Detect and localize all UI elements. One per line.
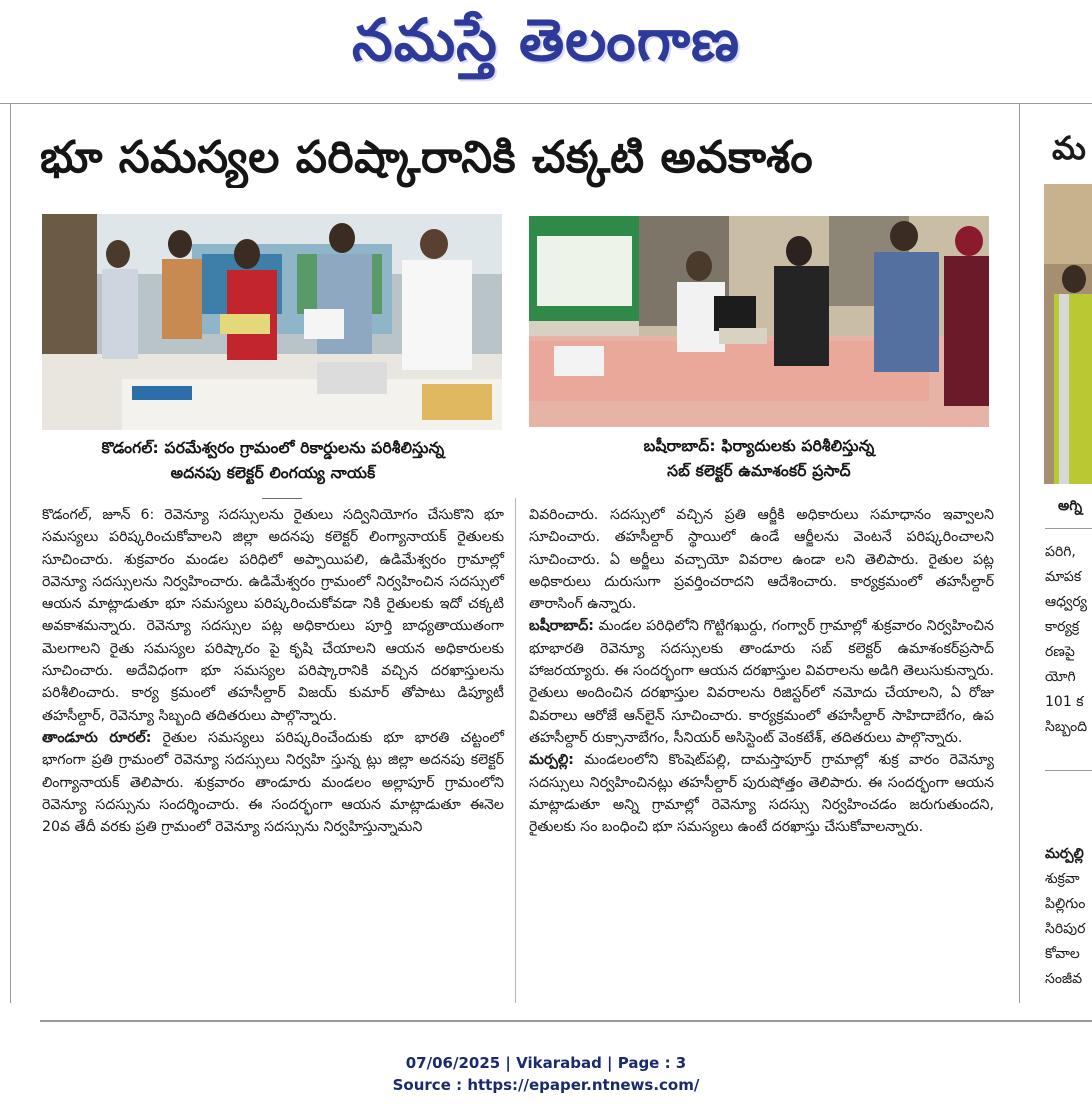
middle-column-rule: [515, 498, 516, 1003]
right-article-body-fragment: [1045, 540, 1092, 740]
marpalli-dateline: మర్పల్లి:: [529, 752, 574, 769]
right-fragment-line: సంజీవ: [1045, 971, 1083, 987]
kodangal-paragraph: కొడంగల్, జూన్ 6: రెవెన్యూ సదస్సులను రైతులు సద్వినియోగం చేసుకొని భూ సమస్యలు పరిష్కరించుకోవాలని జిల్లా అదనపు కలెక్టర్ లింగ్యానాయక్ రైతులకు సూచించారు. శుక్రవారం మండల పరిధిలో అప్పాయిపలి, ఉడిమేశ్వరం గ్రామాల్లో రెవెన్యూ సదస్సులను నిర్వహించారు. ఉడిమేశ్వరం గ్రామంలో నిర్వహించిన సదస్సులో ఆయన మాట్లాడుతూ భూ సమస్యలు పరిష్కరించుకోవడా నికి రైతులకు ఇదో చక్కటి అవకాశమన్నారు. రెవెన్యూ సదస్సుల పట్ల అధికారులు పూర్తి బాధ్యతాయుతంగా మెలగాలని రైతు సమస్యల పరిష్కారం పై కృషి చేయాలని ఆయన అధికారులకు సూచించారు. అదేవిధంగా భూ సమస్యల పరిష్కారానికి వచ్చిన దరఖాస్తులను పరిశీలించారు. కార్య క్రమంలో తహసీల్దార్ విజయ్ కుమార్ తోపాటు డిప్యూటీ తహసీల్దార్, రెవెన్యూ సిబ్బంది తదితరులు పాల్గొన్నారు.: [42, 507, 504, 724]
left-column-rule: [10, 103, 11, 1003]
right-strip-divider: [1045, 528, 1092, 529]
footer-edition-info: 07/06/2025 | Vikarabad | Page : 3: [405, 1054, 687, 1072]
photo-kodangal-revenue-meeting: [42, 214, 502, 430]
right-fragment-line: రణపై: [1045, 644, 1075, 660]
tandur-paragraph: [42, 727, 504, 838]
right-fragment-line: మాపక: [1045, 569, 1082, 585]
tandur-text: రైతుల సమస్యలు పరిష్కరించేందుకు భూ భారతి చట్టంలో భాగంగా ప్రతి గ్రామంలో రెవెన్యూ సదస్సులు నిర్వహి స్తున్న ట్లు జిల్లా అదనపు కలెక్టర్ లింగ్యానాయక్ తెలిపారు. శుక్రవారం తాండూరు మండలం అల్లాపూర్ గ్రామంలోని రెవెన్యూ సదస్సును సందర్శించారు. ఈ సందర్భంగా ఆయన మాట్లాడుతూ ఈనెల 20వ తేదీ వరకు ప్రతి గ్రామంలో రెవెన్యూ సదస్సును నిర్వహిస్తున్నామని: [42, 729, 504, 836]
right-fragment-line: ఆధ్వర్య: [1045, 594, 1088, 610]
top-divider: [0, 103, 1092, 104]
right-column-rule: [1019, 103, 1020, 1003]
marpalli-text: మండలంలోని కొంషెట్‌పల్లి, దామస్తాపూర్ గ్రామాల్లో శుక్ర వారం రెవెన్యూ సదస్సులు నిర్వహించినట్లు తహసీల్దార్ పురుషోత్తం తెలిపారు. ఈ సందర్భంగా ఆయన మాట్లాడుతూ అన్ని గ్రామాల్లో రెవెన్యూ సదస్సు నిర్వహించడం జరుగుతుందని, రైతులకు సం బంధించి భూ సమస్యలు ఉంటే దరఖాస్తు చేసుకోవాలన్నారు.: [529, 752, 994, 836]
right-fragment-line: సిబ్బంది: [1045, 719, 1088, 735]
right-fragment-line: కార్యక్ర: [1045, 619, 1080, 635]
photo-left-caption: [42, 436, 504, 486]
continuation-paragraph: వివరించారు. సదస్సులో వచ్చిన ప్రతి ఆర్జీకి అధికారులు సమాధానం ఇవ్వాలని సూచించారు. తహసీల్దార్ స్థాయిలో ఉండే ఆర్జీలను వెంటనే పరిష్కరించాలని సూచించారు. ఏ అర్జీలు వచ్చాయో వివరాల ఉండా లని తెలిపారు. రైతుల పట్ల అధికారులు దురుసుగా ప్రవర్తించరాదని ఆదేశించారు. కార్యక్రమంలో తహసీల్దార్ తారాసింగ్ ఉన్నారు.: [529, 507, 994, 613]
photo-left-caption-line1: కొడంగల్: పరమేశ్వరం గ్రామంలో రికార్డులను పరిశీలిస్తున్న: [101, 439, 445, 457]
photo-right-article-fragment: [1044, 184, 1092, 484]
photo-mid-caption-line1: బషీరాబాద్: ఫిర్యాదులకు పరిశీలిస్తున్న: [643, 437, 875, 455]
tandur-dateline: తాండూరు రూరల్:: [42, 729, 152, 746]
photo-mid-caption: [529, 434, 989, 484]
newspaper-logo: నమస్తే తెలంగాణ: [352, 6, 740, 74]
masthead: [0, 0, 1092, 100]
right-fragment-line: పరిగి,: [1045, 544, 1076, 560]
basheerabad-text: మండల పరిధిలోని గొట్టిగఖుర్దు, గంగ్వార్ గ్రామాల్లో శుక్రవారం నిర్వహించిన భూభారతి రెవెన్యూ సదస్సులకు తాండూరు సబ్ కలెక్టర్ ఉమాశంకర్‌ప్రసాద్ హాజరయ్యారు. ఈ సందర్భంగా ఆయన దరఖాస్తుల వివరాలను అడిగి తెలుసుకున్నారు. రైతులు అందించిన దరఖాస్తుల వివరాలను రిజిస్టర్‌లో నమోదు చేయాలని, ఏ రోజు వివరాలు ఆరోజే ఆన్‌లైన్ సూచించారు. కార్యక్రమంలో తహసీల్దార్ సాహిదాబేగం, ఉప తహసీల్దార్ రుక్సానాబేగం, సీనియర్ అసిస్టెంట్ వెంకటేశ్, తదితరులు పాల్గొన్నారు.: [529, 618, 994, 746]
caption-underline: [262, 498, 302, 499]
basheerabad-paragraph: [529, 615, 994, 749]
right-fragment-line: యోగి: [1045, 669, 1076, 685]
photo-basheerabad-revenue-meeting: [529, 216, 989, 427]
right-fragment-line: 101 క: [1045, 694, 1084, 710]
right-fragment-line: సిరిపుర: [1045, 921, 1086, 937]
right-fragment-line: శుక్రవా: [1045, 871, 1080, 887]
epaper-footer: [0, 1052, 1092, 1096]
right-fragment-dateline: మర్పల్లి: [1045, 846, 1084, 862]
right-article-second-fragment: [1045, 842, 1092, 992]
basheerabad-dateline: బషీరాబాద్:: [529, 618, 594, 635]
article-body-left-column: [42, 504, 504, 838]
photo-left-caption-line2: అదనపు కలెక్టర్ లింగయ్య నాయక్: [170, 464, 376, 482]
article-headline: భూ సమస్యల పరిష్కారానికి చక్కటి అవకాశం: [40, 132, 814, 183]
right-fragment-line: కోవాల: [1045, 946, 1080, 962]
footer-source-link[interactable]: Source : https://epaper.ntnews.com/: [392, 1076, 700, 1094]
right-article-headline-fragment: మ: [1052, 129, 1086, 167]
bottom-divider: [40, 1020, 1092, 1022]
right-fragment-line: పిల్లిగుం: [1045, 896, 1086, 912]
right-strip-divider: [1045, 770, 1092, 771]
right-article-caption-fragment: అగ్ని: [1058, 498, 1083, 514]
marpalli-paragraph: [529, 749, 994, 838]
article-body-mid-column: [529, 504, 994, 838]
photo-mid-caption-line2: సబ్ కలెక్టర్ ఉమాశంకర్ ప్రసాద్: [667, 462, 851, 480]
